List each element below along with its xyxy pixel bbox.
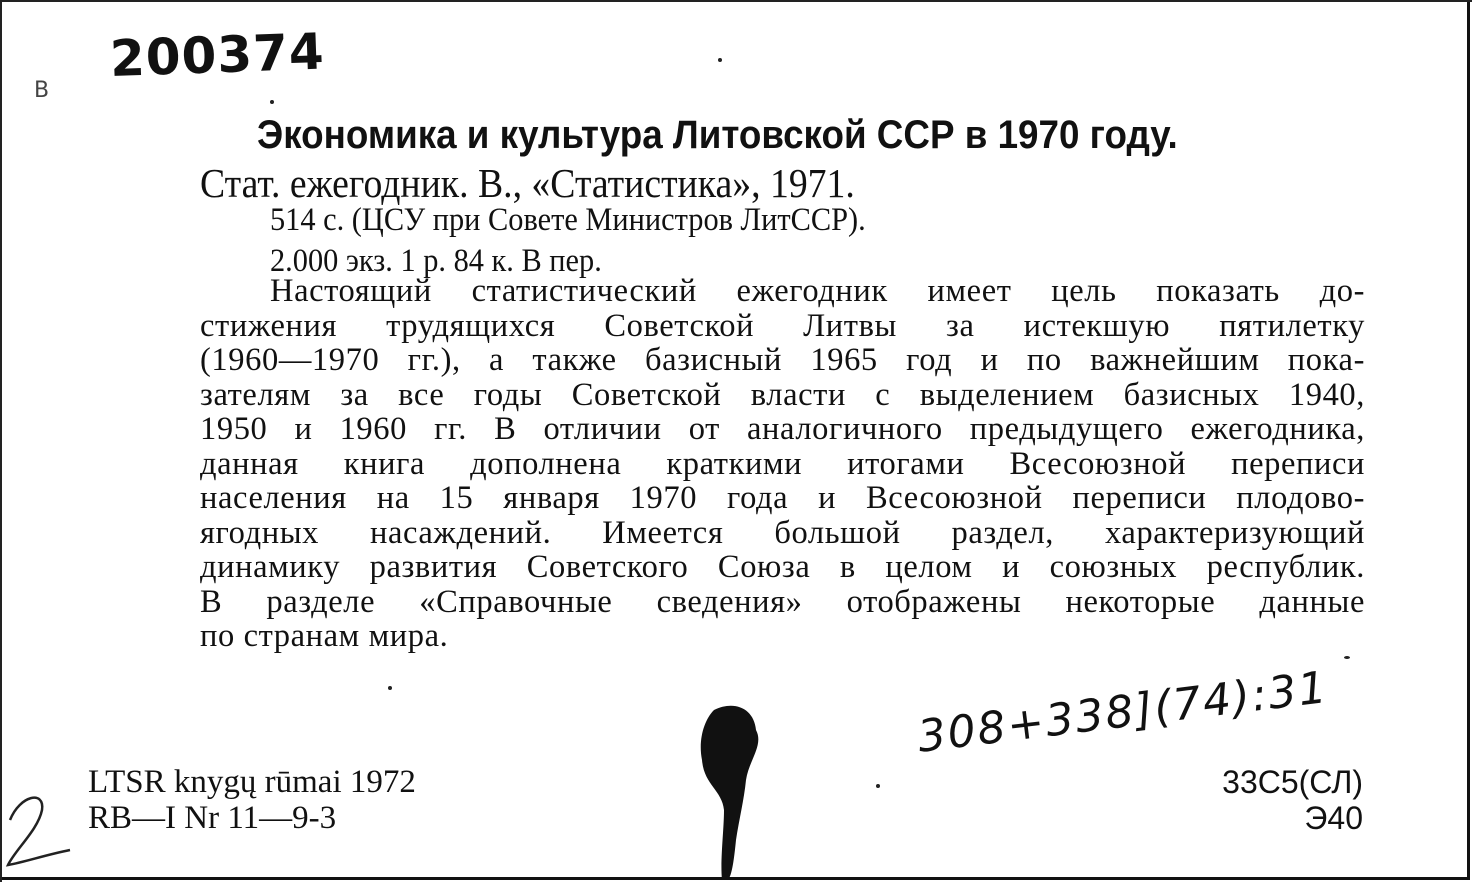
card-left-edge	[0, 0, 2, 882]
ink-blot	[694, 700, 774, 880]
accession-number: 200374	[108, 22, 326, 88]
abstract-line: Настоящий статистический ежегодник имеет цель показать до-	[270, 274, 1365, 309]
abstract-line: зателям за все годы Советской власти с выделением базисных 1940,	[200, 377, 1365, 412]
bibliographic-title	[200, 110, 1286, 207]
dust-speck	[1344, 656, 1350, 659]
abstract-line: по странам мира.	[200, 619, 449, 654]
pages-and-publisher: 514 с. (ЦСУ при Совете Министров ЛитССР).	[270, 202, 866, 238]
dust-speck	[876, 784, 880, 788]
title-publication: Стат. ежегодник. В., «Статистика», 1971.	[200, 160, 855, 206]
abstract-line: стижения трудящихся Советской Литвы за истекшую пятилетку	[200, 308, 1365, 343]
abstract-line: ягодных насаждений. Имеется большой раздел, характеризующий	[200, 515, 1365, 550]
abstract-line: В разделе «Справочные сведения» отображены некоторые данные	[200, 584, 1365, 619]
registration-number: RB—I Nr 11—9-3	[88, 800, 337, 836]
abstract-line: 1950 и 1960 гг. В отличии от аналогичного предыдущего ежегодника,	[200, 412, 1365, 447]
margin-scribble-icon	[0, 780, 90, 880]
dust-speck	[388, 686, 392, 690]
abstract-line: динамику развития Советского Союза в целом и союзных республик.	[200, 550, 1365, 585]
print-run-and-price: 2.000 экз. 1 р. 84 к. В пер.	[270, 243, 602, 279]
footer-left	[88, 764, 416, 836]
title-main: Экономика и культура Литовской ССР в 1970 году.	[257, 113, 1178, 157]
publication-details	[270, 200, 866, 282]
abstract-line: населения на 15 января 1970 года и Всесоюзной переписи плодово-	[200, 481, 1365, 516]
dust-speck	[270, 100, 274, 104]
author-mark: Э40	[1304, 800, 1363, 836]
footer-right	[1222, 764, 1363, 836]
classification-code: 33С5(СЛ)	[1222, 764, 1363, 800]
abstract-line: (1960—1970 гг.), а также базисный 1965 год и по важнейшим пока-	[200, 343, 1365, 378]
handwritten-classification: 308+338](74):31	[914, 661, 1332, 763]
abstract-line: данная книга дополнена краткими итогами Всесоюзной переписи	[200, 446, 1365, 481]
card-top-edge	[0, 0, 1472, 2]
library-imprint: LTSR knygų rūmai 1972	[88, 764, 416, 800]
dust-speck	[718, 58, 722, 62]
abstract	[200, 274, 1365, 654]
corner-mark: B	[34, 78, 50, 103]
